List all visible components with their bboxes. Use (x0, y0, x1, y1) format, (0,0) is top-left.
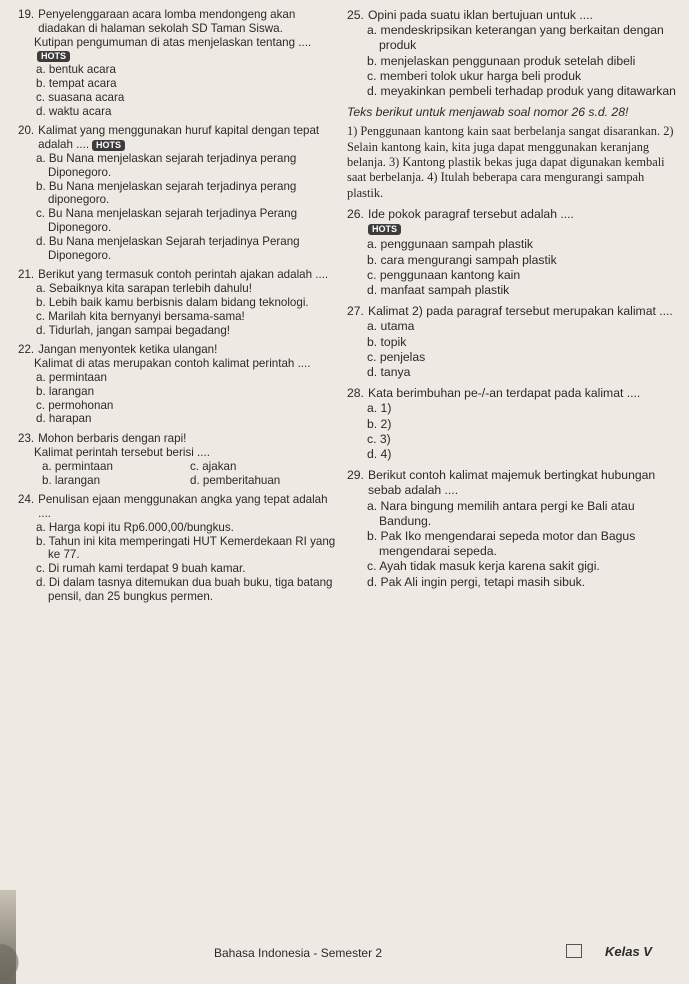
option-b[interactable]: b. larangan (36, 384, 95, 398)
option-c[interactable]: c. permohonan (36, 398, 114, 412)
question-number: 23. (18, 432, 35, 446)
option-c[interactable]: c. 3) (367, 431, 391, 446)
question-text: Mohon berbaris dengan rapi! (38, 432, 187, 446)
left-column (18, 8, 338, 610)
option-b[interactable]: b. cara mengurangi sampah plastik (367, 252, 557, 267)
option-a[interactable]: a. mendeskripsikan keterangan yang berkaitan dengan produk (367, 23, 664, 53)
question-text-2: Kalimat di atas merupakan contoh kalimat perintah .... (34, 357, 311, 371)
footer-kelas: Kelas V (605, 944, 652, 959)
option-c[interactable]: c. Di rumah kami terdapat 9 buah kamar. (36, 562, 246, 576)
question-text: Jangan menyontek ketika ulangan! (38, 343, 218, 357)
question-text: Kalimat 2) pada paragraf tersebut merupakan kalimat .... (367, 304, 673, 319)
option-d[interactable]: d. Di dalam tasnya ditemukan dua buah buku, tiga batang pensil, dan 25 bungkus permen. (36, 576, 333, 603)
option-d[interactable]: d. Bu Nana menjelaskan Sejarah terjadinya Perang Diponegoro. (36, 234, 300, 262)
option-b[interactable]: b. Pak Iko mengendarai sepeda motor dan Bagus mengendarai sepeda. (367, 528, 636, 559)
option-b[interactable]: b. topik (367, 334, 407, 349)
option-c[interactable]: c. suasana acara (36, 90, 125, 104)
option-b[interactable]: b. Tahun ini kita memperingati HUT Kemerdekaan RI yang ke 77. (36, 534, 336, 562)
question-22 (18, 343, 338, 426)
question-number: 24. (18, 493, 35, 507)
hots-badge: HOTS (92, 140, 125, 151)
option-d[interactable]: d. pemberitahuan (190, 473, 281, 487)
option-c[interactable]: c. ajakan (190, 459, 237, 473)
option-d[interactable]: d. Pak Ali ingin pergi, tetapi masih sibuk. (367, 574, 586, 589)
option-d[interactable]: d. Tidurlah, jangan sampai begadang! (36, 323, 231, 337)
hots-badge: HOTS (37, 51, 70, 62)
page-footer (0, 930, 689, 984)
option-c[interactable]: c. penggunaan kantong kain (367, 267, 521, 282)
option-a[interactable]: a. Bu Nana menjelaskan sejarah terjadinya perang Diponegoro. (36, 151, 297, 179)
question-21 (18, 268, 338, 337)
question-number: 25. (347, 8, 364, 22)
passage-intro: Teks berikut untuk menjawab soal nomor 26 s.d. 28! (347, 105, 629, 120)
question-text: Penulisan ejaan menggunakan angka yang tepat adalah .... (38, 493, 328, 521)
option-a[interactable]: a. permintaan (36, 370, 107, 384)
option-a[interactable]: a. permintaan (42, 459, 113, 473)
question-text-2: Kutipan pengumuman di atas menjelaskan tentang .... (34, 35, 312, 49)
option-c[interactable]: c. Marilah kita bernyanyi bersama-sama! (36, 309, 245, 323)
reading-passage: 1) Penggunaan kantong kain saat berbelanja sangat disarankan. 2) Selain kantong kain, kita juga dapat menggunakan keranjang belanja. 3) Kantong plastik bekas juga dapat digunakan kembali saat berbelanja. 4) Itulah beberapa cara mengurangi sampah plastik. (347, 124, 674, 200)
option-a[interactable]: a. utama (367, 319, 415, 334)
option-b[interactable]: b. Bu Nana menjelaskan sejarah terjadinya perang diponegoro. (36, 179, 297, 207)
question-number: 19. (18, 8, 35, 21)
option-b[interactable]: b. Lebih baik kamu berbisnis dalam bidang teknologi. (36, 295, 309, 309)
question-number: 29. (347, 468, 364, 483)
option-c[interactable]: c. Ayah tidak masuk kerja karena sakit gigi. (367, 559, 600, 574)
option-b[interactable]: b. 2) (367, 416, 392, 431)
hots-badge: HOTS (368, 224, 401, 235)
option-d[interactable]: d. harapan (36, 412, 92, 426)
question-24 (18, 493, 338, 603)
option-a[interactable]: a. bentuk acara (36, 63, 116, 77)
option-a[interactable]: a. 1) (367, 401, 392, 416)
question-20 (18, 124, 338, 262)
question-29 (347, 468, 681, 590)
option-a[interactable]: a. Harga kopi itu Rp6.000,00/bungkus. (36, 520, 234, 534)
option-c[interactable]: c. Bu Nana menjelaskan sejarah terjadinya Perang Diponegoro. (36, 207, 298, 234)
question-number: 21. (18, 268, 35, 282)
option-d[interactable]: d. 4) (367, 446, 392, 461)
question-text: Berikut contoh kalimat majemuk bertingkat hubungan sebab adalah .... (367, 468, 656, 498)
footer-subject: Bahasa Indonesia - Semester 2 (214, 946, 383, 960)
question-number: 27. (347, 304, 364, 319)
right-column (347, 8, 681, 596)
question-text: Opini pada suatu iklan bertujuan untuk .... (367, 8, 593, 22)
option-c[interactable]: c. penjelas (367, 349, 426, 364)
question-text: Kata berimbuhan pe-/-an terdapat pada kalimat .... (367, 386, 641, 401)
question-28 (347, 386, 681, 462)
question-text: Ide pokok paragraf tersebut adalah .... (367, 206, 574, 221)
option-a[interactable]: a. penggunaan sampah plastik (367, 237, 534, 252)
question-19 (18, 8, 338, 118)
option-b[interactable]: b. menjelaskan penggunaan produk setelah dibeli (367, 53, 636, 68)
option-b[interactable]: b. larangan (42, 473, 101, 487)
option-c[interactable]: c. memberi tolok ukur harga beli produk (367, 68, 582, 83)
question-number: 26. (347, 206, 364, 221)
question-text: Berikut yang termasuk contoh perintah ajakan adalah .... (38, 268, 329, 282)
question-26 (347, 207, 681, 298)
book-icon (566, 944, 582, 958)
option-d[interactable]: d. manfaat sampah plastik (367, 282, 510, 297)
decorative-swirl (0, 930, 80, 984)
question-text: Kalimat yang menggunakan huruf kapital dengan tepat adalah .... (38, 124, 320, 152)
option-d[interactable]: d. tanya (367, 364, 411, 379)
question-number: 22. (18, 343, 35, 357)
option-b[interactable]: b. tempat acara (36, 76, 117, 90)
question-number: 20. (18, 124, 35, 138)
option-d[interactable]: d. waktu acara (36, 104, 112, 118)
question-27 (347, 304, 681, 380)
question-23 (18, 432, 338, 487)
option-d[interactable]: d. meyakinkan pembeli terhadap produk yang ditawarkan (367, 84, 676, 99)
question-25 (347, 8, 681, 99)
question-text: Penyelenggaraan acara lomba mendongeng akan diadakan di halaman sekolah SD Taman Siswa. (38, 8, 296, 35)
question-number: 28. (347, 386, 364, 401)
option-a[interactable]: a. Nara bingung memilih antara pergi ke Bali atau Bandung. (367, 498, 635, 528)
option-a[interactable]: a. Sebaiknya kita sarapan terlebih dahulu! (36, 282, 252, 296)
question-text-2: Kalimat perintah tersebut berisi .... (34, 445, 210, 459)
